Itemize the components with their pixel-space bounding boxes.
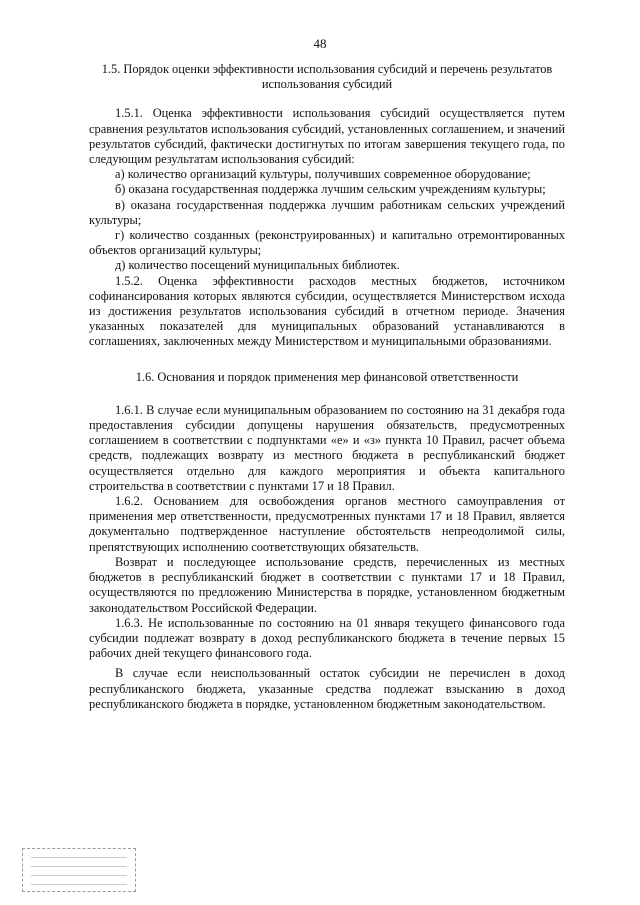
list-item-a: а) количество организаций культуры, получивших современное оборудование;: [115, 167, 531, 182]
document-body: [89, 62, 565, 712]
registration-stamp: [22, 848, 136, 892]
paragraph-recovery: В случае если неиспользованный остаток субсидии не перечислен в доход республиканского бюджета, указанные средства подлежат взысканию в доход республиканского бюджета в порядке, установленном бюджетным законодательством.: [89, 666, 565, 711]
section-heading-1-6: 1.6. Основания и порядок применения мер финансовой ответственности: [135, 369, 519, 384]
section-heading-1-5: 1.5. Порядок оценки эффективности использования субсидий и перечень результатов использования субсидий: [101, 62, 553, 92]
paragraph-1-6-2: 1.6.2. Основанием для освобождения органов местного самоуправления от применения мер ответственности, предусмотренных пунктами 17 и 18 Правил, является документально подтвержденное наступление обстоятельств непреодолимой силы, препятствующих исполнению соответствующих обязательств.: [89, 494, 565, 554]
paragraph-1-6-3: 1.6.3. Не использованные по состоянию на 01 января текущего финансового года субсидии подлежат возврату в доход республиканского бюджета в течение первых 15 рабочих дней текущего финансового года.: [89, 615, 565, 661]
list-item-d: д) количество посещений муниципальных библиотек.: [115, 258, 400, 273]
paragraph-1-5-2: 1.5.2. Оценка эффективности расходов местных бюджетов, источником софинансирования которых являются субсидии, осуществляется Министерством исхода из достижения результатов использования субсидий в отчетном периоде. Значения указанных показателей для муниципальных образований устанавливаются в соглашениях, заключенных между Министерством и муниципальными образованиями.: [89, 273, 565, 349]
paragraph-1-5-1: 1.5.1. Оценка эффективности использования субсидий осуществляется путем сравнения результатов использования субсидий, установленных соглашением, и значений результатов субсидий, фактически достигнутых по итогам завершения текущего года, по следующим результатам использования субсидий:: [89, 106, 565, 167]
paragraph-1-6-1: 1.6.1. В случае если муниципальным образованием по состоянию на 31 декабря года предоставления субсидии допущены нарушения обязательств, предусмотренных соглашением в соответствии с подпунктами «е» и «з» пункта 10 Правил, расчет объема средств, подлежащих возврату из местного бюджета в республиканский бюджет осуществляется отдельно для каждого мероприятия и объекта капитального строительства в соответствии с пунктами 17 и 18 Правил.: [89, 402, 565, 493]
paragraph-return: Возврат и последующее использование средств, перечисленных из местных бюджетов в республиканский бюджет в соответствии с пунктами 17 и 18 Правил, осуществляются по предложению Министерства в порядке, установленном бюджетным законодательством Российской Федерации.: [89, 554, 565, 615]
list-item-b: б) оказана государственная поддержка лучшим сельским учреждениям культуры;: [115, 182, 546, 197]
list-item-v: в) оказана государственная поддержка лучшим работникам сельских учреждений культуры;: [89, 197, 565, 227]
page-number: 48: [313, 36, 327, 51]
list-item-g: г) количество созданных (реконструированных) и капитально отремонтированных объектов организаций культуры;: [89, 228, 565, 258]
